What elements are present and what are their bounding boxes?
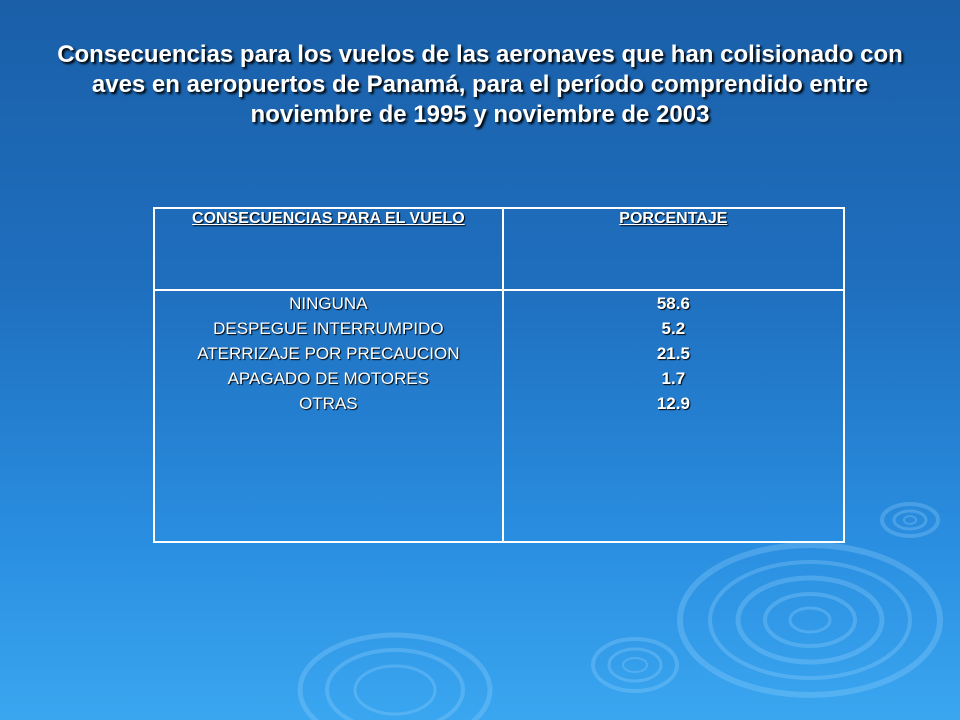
header-consequence-label: CONSECUENCIAS PARA EL VUELO (192, 210, 465, 227)
percentage-list-cell (503, 290, 844, 542)
consequence-item: APAGADO DE MOTORES (227, 369, 430, 388)
table-body-row (154, 290, 844, 542)
percentage-value: 58.6 (656, 294, 690, 313)
header-percentage (503, 208, 844, 290)
header-percentage-label: PORCENTAJE (619, 210, 728, 227)
percentage-value: 5.2 (661, 319, 686, 338)
slide-title: Consecuencias para los vuelos de las aeronaves que han colisionado con aves en aeropuertos de Panamá, para el período comprendido entre noviembre de 1995 y noviembre de 2003 (57, 41, 903, 128)
consequence-item: NINGUNA (289, 294, 368, 313)
consequence-item: DESPEGUE INTERRUMPIDO (213, 319, 444, 338)
consequence-item: ATERRIZAJE POR PRECAUCION (197, 344, 460, 363)
table-header-row (154, 208, 844, 290)
percentage-value: 12.9 (656, 394, 690, 413)
percentage-value: 1.7 (661, 369, 686, 388)
consequence-list-cell (154, 290, 503, 542)
header-consequence (154, 208, 503, 290)
percentage-value: 21.5 (656, 344, 690, 363)
consequence-item: OTRAS (299, 394, 358, 413)
consequences-table (153, 207, 845, 543)
